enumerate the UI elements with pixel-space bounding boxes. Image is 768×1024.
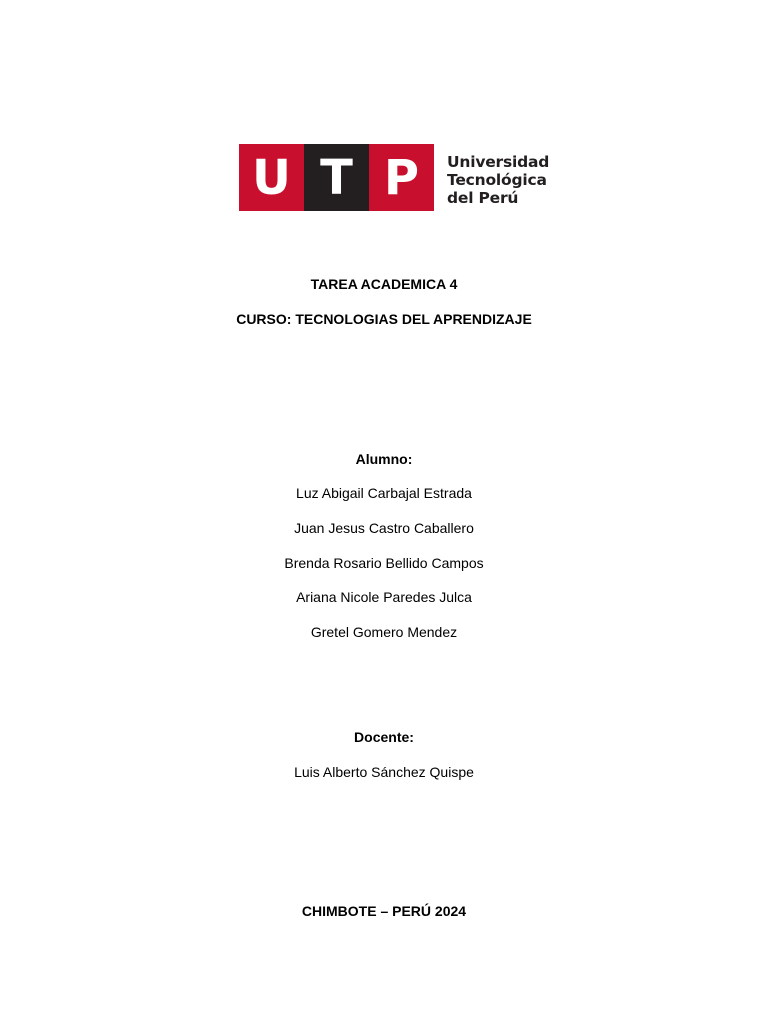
- student-name-2: Juan Jesus Castro Caballero: [294, 520, 474, 536]
- teacher-heading: Docente:: [354, 729, 414, 745]
- logo-letter-u: U: [252, 149, 291, 206]
- teacher-name: Luis Alberto Sánchez Quispe: [294, 764, 474, 780]
- course-name: CURSO: TECNOLOGIAS DEL APRENDIZAJE: [236, 311, 532, 327]
- student-name-3: Brenda Rosario Bellido Campos: [284, 555, 484, 571]
- logo-block-u: [239, 144, 304, 211]
- logo-name-line-1: Universidad: [447, 153, 550, 171]
- logo-block-t: [304, 144, 369, 211]
- logo-name-line-3: del Perú: [447, 189, 519, 207]
- student-name-1: Luz Abigail Carbajal Estrada: [296, 485, 472, 501]
- logo-name-line-2: Tecnológica: [447, 171, 547, 189]
- utp-logo: [239, 144, 550, 212]
- document-title: TAREA ACADEMICA 4: [310, 276, 458, 292]
- student-name-5: Gretel Gomero Mendez: [310, 624, 458, 640]
- student-name-4: Ariana Nicole Paredes Julca: [296, 589, 472, 605]
- logo-letter-p: P: [383, 149, 420, 206]
- location-year: CHIMBOTE – PERÚ 2024: [301, 903, 467, 919]
- students-heading: Alumno:: [355, 451, 413, 467]
- logo-university-name: [447, 153, 549, 207]
- logo-letter-t: T: [320, 149, 353, 206]
- logo-block-p: [369, 144, 434, 211]
